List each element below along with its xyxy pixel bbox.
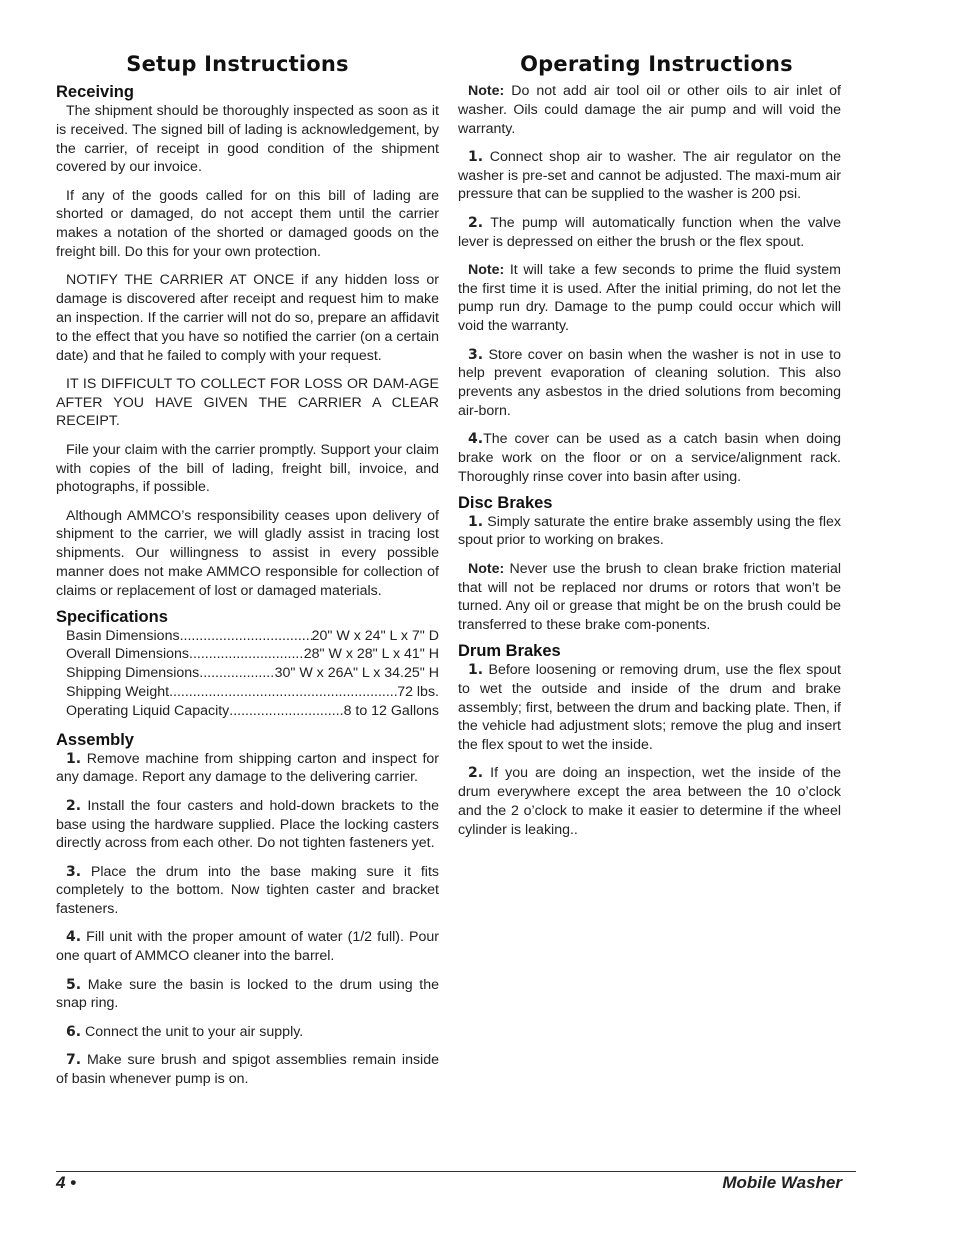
step-number: 2. <box>468 214 484 231</box>
operating-step <box>458 148 841 204</box>
step-number: 5. <box>66 976 82 993</box>
note-text: Never use the brush to clean brake friction material that will not be replaced nor drums or rotors that won’t be turned. Any oil or grease that might be on the brush could be transferred to these brake com-ponents. <box>458 560 841 634</box>
step-text: Place the drum into the base making sure it fits completely to the bottom. Now tighten caster and bracket fasteners. <box>56 863 439 918</box>
spec-row <box>66 627 439 646</box>
setup-title: Setup Instructions <box>126 52 349 76</box>
step-text: The cover can be used as a catch basin when doing brake work on the floor or on a service/alignment rack. Thoroughly rinse cover into basin after using. <box>458 431 841 485</box>
assembly-step <box>56 863 439 919</box>
leader-dots <box>169 683 397 702</box>
step-number: 1. <box>468 513 484 530</box>
spec-row <box>66 702 439 721</box>
step-number: 3. <box>66 863 82 880</box>
disc-note <box>458 560 841 635</box>
setup-column <box>56 50 439 1098</box>
note-label: Note: <box>468 83 505 99</box>
operating-title: Operating Instructions <box>520 52 793 76</box>
step-text: Before loosening or removing drum, use the flex spout to wet the outside and inside of the drum and brake assembly; first, between the drum and backing plate. Then, if the vehicle had adjustment slots; remove the plug and insert the flex spout to wet the inside. <box>458 661 841 754</box>
note-label: Note: <box>468 560 505 577</box>
assembly-step <box>56 1023 439 1042</box>
assembly-step <box>56 750 439 788</box>
disc-brakes-heading: Disc Brakes <box>458 493 553 512</box>
receiving-paragraph: IT IS DIFFICULT TO COLLECT FOR LOSS OR DAM-AGE AFTER YOU HAVE GIVEN THE CARRIER A CLEAR RECEIPT. <box>56 375 439 430</box>
receiving-paragraph: The shipment should be thoroughly inspected as soon as it is received. The signed bill of lading is acknowledgement, by the carrier, of receipt in good condition of the shipment covered by our invoice. <box>56 103 439 176</box>
spec-value: 8 to 12 Gallons <box>343 702 439 719</box>
operating-step <box>458 430 841 486</box>
step-number: 1. <box>468 661 484 678</box>
operating-note <box>458 261 841 336</box>
spec-label: Shipping Weight <box>66 684 170 701</box>
page-number: 4 • <box>56 1173 77 1192</box>
step-number: 1. <box>66 750 82 767</box>
receiving-paragraph: NOTIFY THE CARRIER AT ONCE if any hidden loss or damage is discovered after receipt and request him to make an inspection. If the carrier will not do so, prepare an affidavit to the effect that you have so notified the carrier (on a certain date) and that he failed to comply with your request. <box>56 272 439 364</box>
step-number: 6. <box>66 1023 82 1040</box>
operating-column <box>458 50 841 849</box>
leader-dots <box>199 664 274 683</box>
spec-row <box>66 664 439 683</box>
note-text: It will take a few seconds to prime the fluid system the first time it is used. After the initial priming, do not let the pump run dry. Damage to the pump could occur which will void the warranty. <box>458 261 841 335</box>
spec-label: Basin Dimensions <box>66 627 180 644</box>
assembly-step <box>56 928 439 966</box>
step-text: Connect the unit to your air supply. <box>85 1023 304 1040</box>
specifications-heading: Specifications <box>56 607 168 626</box>
step-number: 3. <box>468 346 484 363</box>
assembly-step <box>56 797 439 853</box>
drum-step <box>458 764 841 839</box>
operating-step <box>458 346 841 421</box>
step-text: Store cover on basin when the washer is not in use to help prevent evaporation of cleaning solution. This also prevents any asbestos in the dried solutions from becoming air-born. <box>458 346 841 419</box>
page-footer <box>56 1173 842 1195</box>
spec-label: Operating Liquid Capacity <box>66 702 230 719</box>
note-text: Do not add air tool oil or other oils to air inlet of washer. Oils could damage the air pump and will void the warranty. <box>458 83 841 137</box>
footer-divider <box>56 1171 856 1172</box>
spec-value: 72 lbs. <box>397 684 439 701</box>
assembly-heading: Assembly <box>56 730 134 749</box>
note-label: Note: <box>468 261 505 278</box>
operating-step <box>458 214 841 252</box>
step-text: Connect shop air to washer. The air regulator on the washer is pre-set and cannot be adjusted. The maxi-mum air pressure that can be supplied to the washer is 200 psi. <box>458 148 841 203</box>
step-text: Remove machine from shipping carton and inspect for any damage. Report any damage to the delivering carrier. <box>56 750 439 786</box>
step-text: The pump will automatically function when the valve lever is depressed on either the brush or the flex spout. <box>458 214 841 250</box>
assembly-step <box>56 1051 439 1089</box>
drum-brakes-heading: Drum Brakes <box>458 641 561 660</box>
step-number: 4. <box>66 929 82 946</box>
spec-value: 30" W x 26A" L x 34.25" H <box>274 665 439 682</box>
spec-label: Shipping Dimensions <box>66 665 200 682</box>
receiving-paragraph: Although AMMCO’s responsibility ceases upon delivery of shipment to the carrier, we will gladly assist in tracing lost shipments. Our willingness to assist in every possible manner does not make AMMCO responsible for collection of claims or replacement of lost or damaged materials. <box>56 507 439 599</box>
leader-dots <box>180 627 312 646</box>
spec-row <box>66 683 439 702</box>
specifications-list <box>56 627 439 721</box>
spec-value: 28" W x 28" L x 41" H <box>303 646 439 663</box>
spec-value: 20" W x 24" L x 7" D <box>311 627 439 644</box>
step-number: 2. <box>66 797 82 814</box>
receiving-heading: Receiving <box>56 83 134 101</box>
step-text: Make sure the basin is locked to the drum using the snap ring. <box>56 976 439 1012</box>
step-number: 4. <box>468 431 484 448</box>
spec-label: Overall Dimensions <box>66 646 189 663</box>
step-number: 1. <box>468 148 484 165</box>
leader-dots <box>189 645 304 664</box>
step-text: If you are doing an inspection, wet the inside of the drum everywhere except the area between the 10 o’clock and the 2 o’clock to make it easier to determine if the wheel cylinder is leaking.. <box>458 765 841 838</box>
step-number: 2. <box>468 765 484 782</box>
receiving-paragraph: If any of the goods called for on this bill of lading are shorted or damaged, do not accept them until the carrier makes a notation of the shorted or damaged goods on the freight bill. Do this for your own protection. <box>56 187 439 261</box>
spec-row <box>66 645 439 664</box>
footer-title: Mobile Washer <box>722 1173 842 1192</box>
assembly-step <box>56 976 439 1014</box>
step-text: Install the four casters and hold-down brackets to the base using the hardware supplied. Place the locking casters directly across from each other. Do not tighten fasteners yet. <box>56 797 439 852</box>
step-number: 7. <box>66 1051 82 1068</box>
step-text: Simply saturate the entire brake assembly using the flex spout prior to working on brakes. <box>458 513 841 549</box>
step-text: Fill unit with the proper amount of water (1/2 full). Pour one quart of AMMCO cleaner into the barrel. <box>56 929 439 965</box>
leader-dots <box>229 702 343 721</box>
receiving-paragraph: File your claim with the carrier promptly. Support your claim with copies of the bill of lading, freight bill, invoice, and photographs, if possible. <box>56 441 439 496</box>
disc-step <box>458 513 841 551</box>
step-text: Make sure brush and spigot assemblies remain inside of basin whenever pump is on. <box>56 1051 439 1087</box>
drum-step <box>458 661 841 755</box>
operating-note <box>458 82 841 138</box>
